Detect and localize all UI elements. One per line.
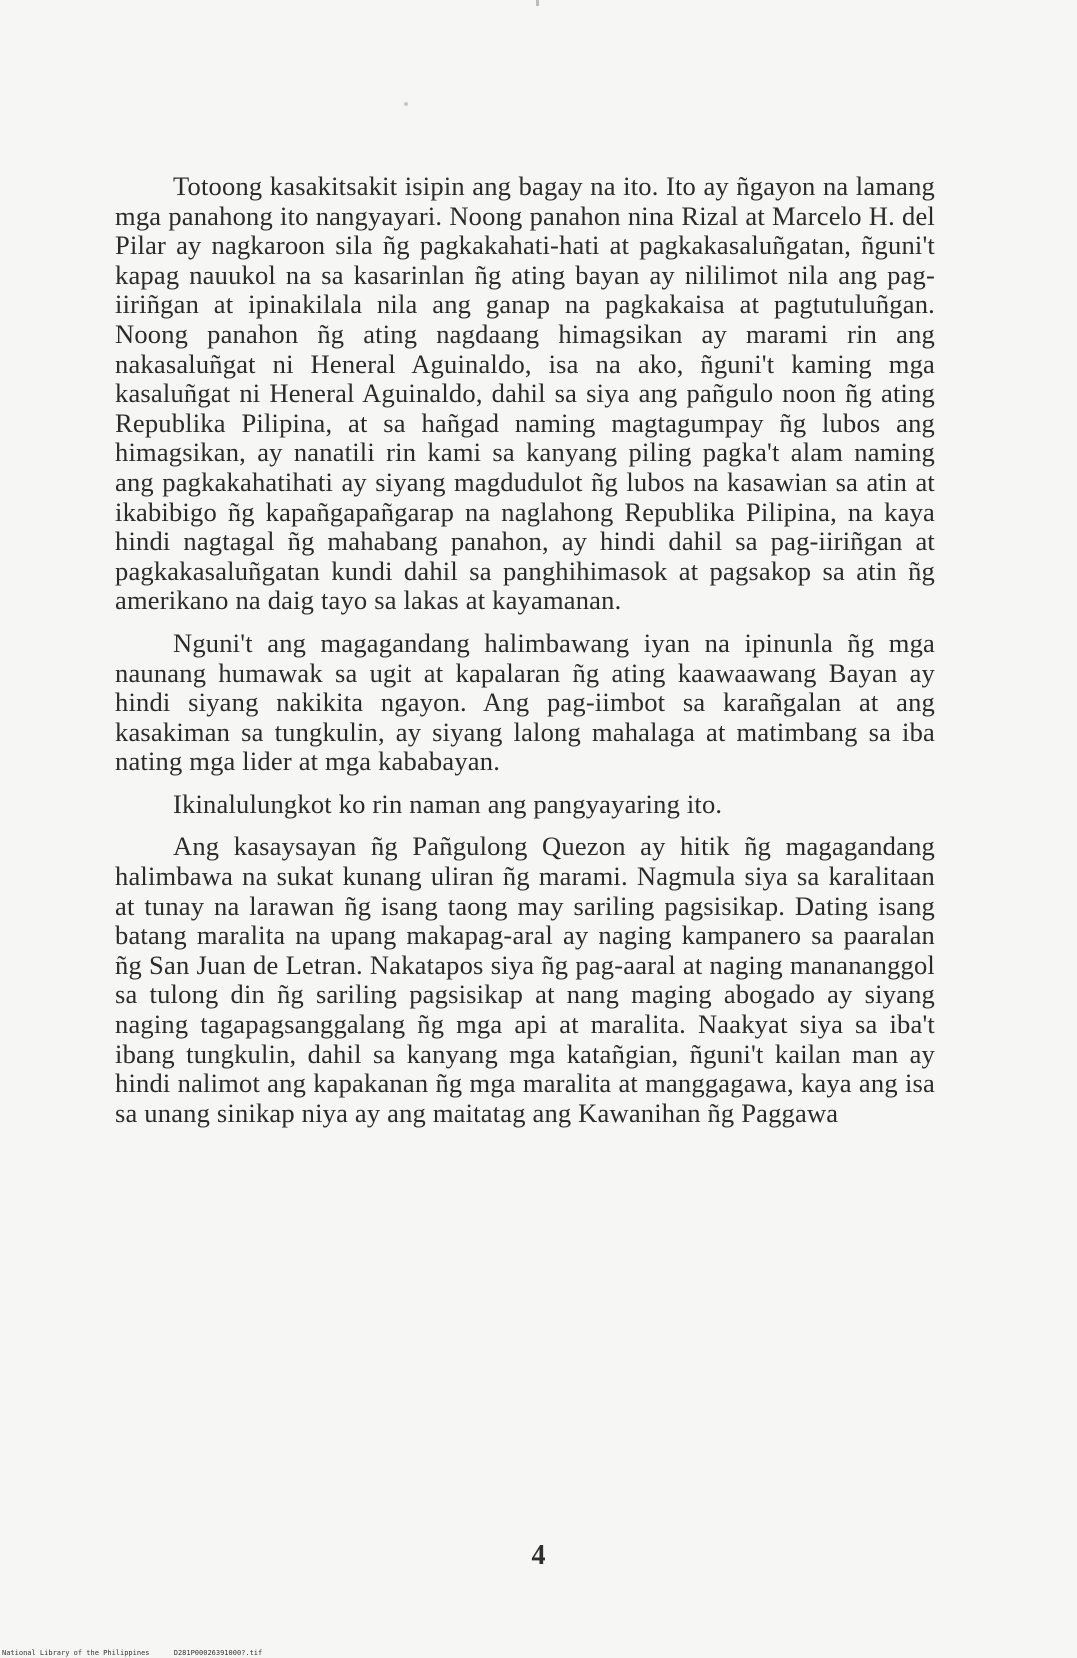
body-text	[115, 172, 935, 1141]
scan-mark	[536, 0, 539, 6]
paragraph-2: Nguni't ang magagandang halimbawang iyan na ipinunla ñg mga naunang humawak sa ugit at kapalaran ñg ating kaawaawang Bayan ay hindi siyang nakikita ngayon. Ang pag-iimbot sa karañgalan at ang kasakiman sa tungkulin, ay siyang lalong mahalaga at matimbang sa iba nating mga lider at mga kababayan.	[115, 627, 935, 777]
scan-speck	[404, 102, 408, 106]
page-number: 4	[531, 1540, 546, 1571]
paragraph-4: Ang kasaysayan ñg Pañgulong Quezon ay hitik ñg magagandang halimbawa na sukat kunang uliran ñg marami. Nagmula siya sa karalitaan at tunay na larawan ñg isang taong may sariling pagsisikap. Dating isang batang maralita na upang makapag-aral ay naging kampanero sa paaralan ñg San Juan de Letran. Nakatapos siya ñg pag-aaral at naging manananggol sa tulong din ñg sariling pagsisikap at nang maging abogado ay siyang naging tagapagsanggalang ñg mga api at maralita. Naakyat siya sa iba't ibang tungkulin, dahil sa kanyang mga katañgian, ñguni't kailan man ay hindi nalimot ang kapakanan ñg mga maralita at manggagawa, kaya ang isa sa unang sinikap niya ay ang maitatag ang Kawanihan ñg Paggawa	[115, 831, 935, 1128]
footer-file-id: D281P00026391000?.tif	[173, 1649, 263, 1657]
footer-library: National Library of the Philippines	[2, 1649, 150, 1657]
paragraph-3: Ikinalulungkot ko rin naman ang pangyayaring ito.	[173, 788, 723, 819]
scan-footer	[2, 1649, 282, 1657]
paragraph-1: Totoong kasakitsakit isipin ang bagay na ito. Ito ay ñgayon na lamang mga panahong ito nangyayari. Noong panahon nina Rizal at Marcelo H. del Pilar ay nagkaroon sila ñg pagkakahati-hati at pagkakasaluñgatan, ñguni't kapag nauukol na sa kasarinlan ñg ating bayan ay nililimot nila ang pag-iiriñgan at ipinakilala nila ang ganap na pagkakaisa at pagtutuluñgan. Noong panahon ñg ating nagdaang himagsikan ay marami rin ang nakasaluñgat ni Heneral Aguinaldo, isa na ako, ñguni't kaming mga kasaluñgat ni Heneral Aguinaldo, dahil sa siya ang pañgulo noon ñg ating Republika Pilipina, at sa hañgad naming magtagumpay ñg lubos ang himagsikan, ay nanatili rin kami sa kanyang piling pagka't alam naming ang pagkakahatihati ay siyang magdudulot ñg lubos na kasawian sa atin at ikabibigo ñg kapañgapañgarap na naglahong Republika Pilipina, na kaya hindi nagtagal ñg mahabang panahon, ay hindi dahil sa pag-iiriñgan at pagkakasaluñgatan kundi dahil sa panghihimasok at pagsakop sa atin ñg amerikano na daig tayo sa lakas at kayamanan.	[115, 171, 935, 616]
